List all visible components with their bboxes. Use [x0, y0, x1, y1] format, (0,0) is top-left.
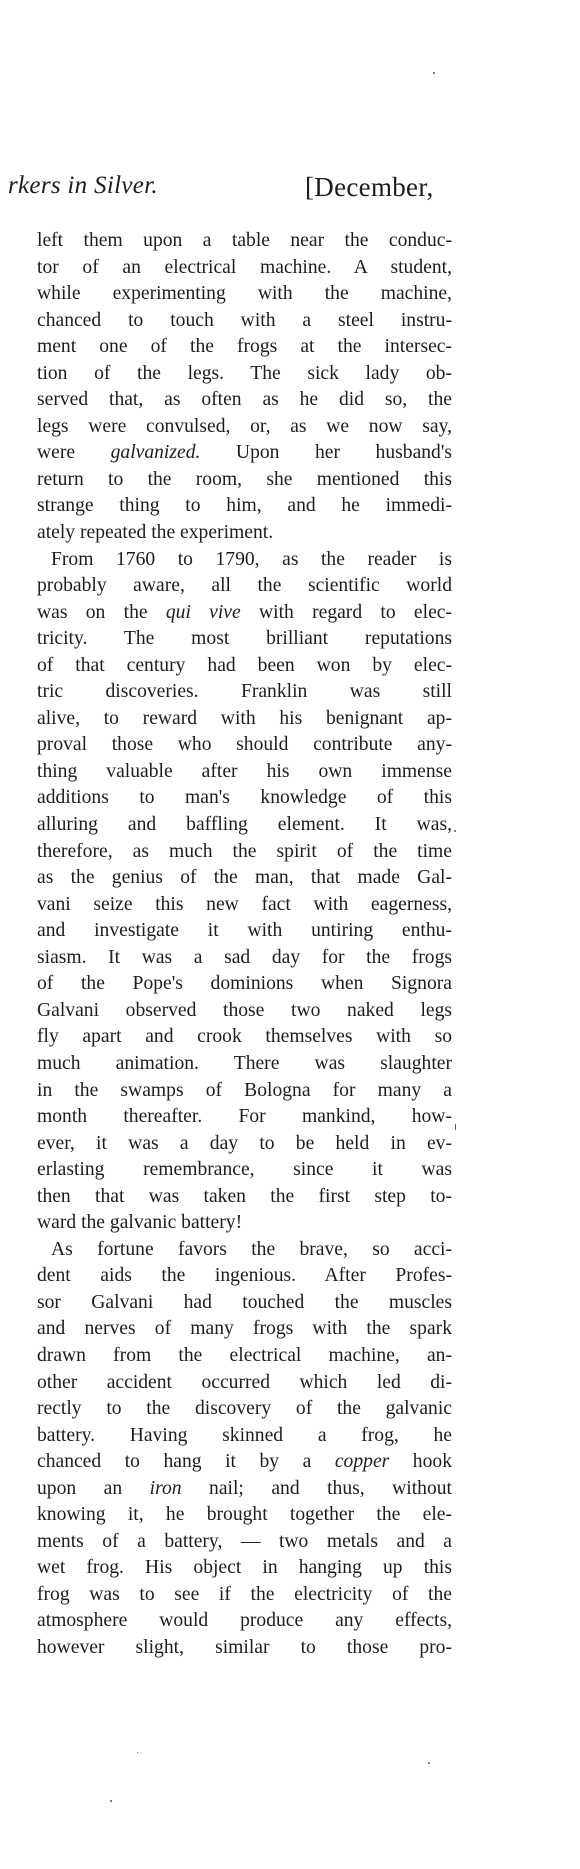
text-run: fly apart and crook themselves with so: [37, 1026, 452, 1048]
scan-speck: [455, 1124, 456, 1130]
text-run: tric discoveries. Franklin was still: [37, 681, 452, 703]
text-line: [37, 1157, 452, 1184]
italic-text-run: copper: [334, 1451, 390, 1473]
text-line: [37, 1051, 452, 1078]
text-line: [37, 1290, 452, 1317]
text-run: were: [37, 442, 111, 464]
text-run: tor of an electrical machine. A student,: [37, 256, 452, 278]
text-run: and investigate it with untiring enthu-: [37, 920, 452, 942]
text-line: [37, 706, 452, 733]
text-line: [37, 1635, 452, 1662]
page-header: [0, 172, 580, 212]
text-run: chanced to hang it by a: [37, 1451, 335, 1473]
text-run: siasm. It was a sad day for the frogs: [37, 946, 452, 968]
text-run: proval those who should contribute any-: [37, 734, 452, 756]
text-run: thing valuable after his own immense: [37, 760, 452, 782]
text-run: battery. Having skinned a frog, he: [37, 1424, 452, 1446]
text-line: [37, 1396, 452, 1423]
text-run: return to the room, she mentioned this: [37, 468, 452, 490]
text-line: [37, 839, 452, 866]
text-line: [37, 493, 452, 520]
italic-text-run: iron: [149, 1477, 182, 1499]
text-run: wet frog. His object in hanging up this: [37, 1557, 452, 1579]
text-line: [37, 600, 452, 627]
text-run: probably aware, all the scientific world: [37, 575, 452, 597]
text-line: [37, 1024, 452, 1051]
text-line: [37, 1529, 452, 1556]
scan-speck: [454, 830, 456, 832]
text-line: [37, 653, 452, 680]
text-line: [37, 998, 452, 1025]
text-run: sor Galvani had touched the muscles: [37, 1291, 452, 1313]
text-run: Upon her husband's: [200, 442, 452, 464]
text-line: [37, 467, 452, 494]
text-run: as the genius of the man, that made Gal-: [37, 867, 452, 889]
text-line: [37, 1316, 452, 1343]
text-run: other accident occurred which led di-: [37, 1371, 452, 1393]
text-line: [37, 1370, 452, 1397]
text-line: [37, 1555, 452, 1582]
text-line: [37, 281, 452, 308]
italic-text-run: qui vive: [165, 601, 241, 623]
text-run: From 1760 to 1790, as the reader is: [51, 548, 452, 570]
text-run: additions to man's knowledge of this: [37, 787, 452, 809]
text-run: of the Pope's dominions when Signora: [37, 973, 452, 995]
scan-speck: [110, 1800, 112, 1802]
text-line: [37, 547, 452, 574]
text-line: [37, 679, 452, 706]
text-run: alluring and baffling element. It was,: [37, 814, 452, 836]
text-line: [37, 945, 452, 972]
text-line: [37, 520, 452, 547]
text-line: [37, 361, 452, 388]
text-line: [37, 865, 452, 892]
text-run: ward the galvanic battery!: [37, 1212, 243, 1234]
text-run: ever, it was a day to be held in ev-: [37, 1132, 452, 1154]
text-line: [37, 1343, 452, 1370]
text-run: Galvani observed those two naked legs: [37, 999, 452, 1021]
text-run: rectly to the discovery of the galvanic: [37, 1398, 452, 1420]
text-run: was on the: [37, 601, 166, 623]
body-text: [37, 228, 452, 1662]
text-line: [37, 1104, 452, 1131]
text-run: upon an: [37, 1477, 150, 1499]
scan-speck: [137, 1752, 138, 1753]
text-line: [37, 918, 452, 945]
text-line: [37, 759, 452, 786]
scan-speck: [428, 1762, 430, 1764]
text-line: [37, 414, 452, 441]
text-run: then that was taken the first step to-: [37, 1185, 452, 1207]
text-line: [37, 1449, 452, 1476]
text-run: knowing it, he brought together the ele-: [37, 1504, 452, 1526]
text-line: [37, 971, 452, 998]
text-run: erlasting remembrance, since it was: [37, 1159, 452, 1181]
text-run: ment one of the frogs at the intersec-: [37, 336, 452, 358]
text-line: [37, 1184, 452, 1211]
text-run: tion of the legs. The sick lady ob-: [37, 362, 452, 384]
text-run: much animation. There was slaughter: [37, 1052, 452, 1074]
text-line: [37, 387, 452, 414]
text-run: with regard to elec-: [240, 601, 452, 623]
text-line: [37, 1502, 452, 1529]
text-line: [37, 1608, 452, 1635]
text-run: As fortune favors the brave, so acci-: [51, 1238, 452, 1260]
text-run: atmosphere would produce any effects,: [37, 1610, 452, 1632]
text-run: drawn from the electrical machine, an-: [37, 1344, 452, 1366]
text-line: [37, 732, 452, 759]
text-line: [37, 308, 452, 335]
text-line: [37, 1423, 452, 1450]
text-run: ately repeated the experiment.: [37, 522, 274, 544]
text-run: tricity. The most brilliant reputations: [37, 628, 452, 650]
text-line: [37, 1237, 452, 1264]
text-line: [37, 1263, 452, 1290]
text-run: while experimenting with the machine,: [37, 283, 452, 305]
text-line: [37, 1131, 452, 1158]
text-run: hook: [389, 1451, 452, 1473]
text-line: [37, 573, 452, 600]
text-run: therefore, as much the spirit of the time: [37, 840, 452, 862]
text-run: frog was to see if the electricity of the: [37, 1583, 452, 1605]
text-line: [37, 255, 452, 282]
text-line: [37, 440, 452, 467]
text-run: alive, to reward with his benignant ap-: [37, 707, 452, 729]
text-line: [37, 228, 452, 255]
text-run: and nerves of many frogs with the spark: [37, 1318, 452, 1340]
text-run: nail; and thus, without: [181, 1477, 452, 1499]
text-line: [37, 626, 452, 653]
text-run: chanced to touch with a steel instru-: [37, 309, 452, 331]
text-run: strange thing to him, and he immedi-: [37, 495, 452, 517]
text-run: ments of a battery, — two metals and a: [37, 1530, 452, 1552]
text-line: [37, 1210, 452, 1237]
text-line: [37, 812, 452, 839]
running-date: [December,: [305, 172, 434, 202]
text-line: [37, 1476, 452, 1503]
text-line: [37, 1582, 452, 1609]
text-run: of that century had been won by elec-: [37, 654, 452, 676]
text-run: dent aids the ingenious. After Profes-: [37, 1265, 452, 1287]
text-run: month thereafter. For mankind, how-: [37, 1106, 452, 1128]
text-line: [37, 892, 452, 919]
scan-speck: [433, 72, 435, 74]
text-line: [37, 785, 452, 812]
text-line: [37, 1078, 452, 1105]
text-run: vani seize this new fact with eagerness,: [37, 893, 452, 915]
text-run: legs were convulsed, or, as we now say,: [37, 415, 452, 437]
text-run: however slight, similar to those pro-: [37, 1636, 452, 1658]
text-run: served that, as often as he did so, the: [37, 389, 452, 411]
italic-text-run: galvanized.: [110, 442, 201, 464]
text-line: [37, 334, 452, 361]
text-run: in the swamps of Bologna for many a: [37, 1079, 452, 1101]
text-run: left them upon a table near the conduc-: [37, 230, 452, 251]
running-title: rkers in Silver.: [8, 172, 158, 199]
